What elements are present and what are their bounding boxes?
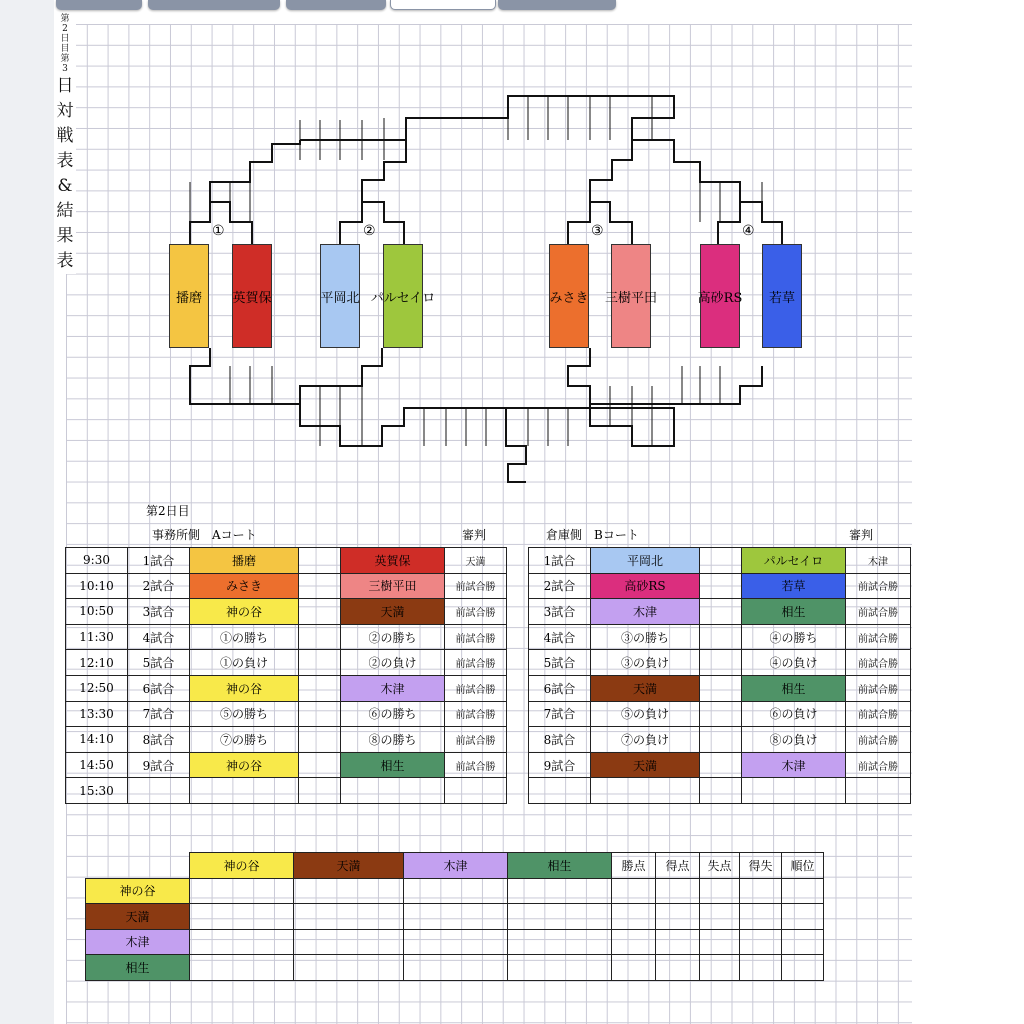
schedule-cell: 前試合勝 — [846, 727, 911, 753]
team-name: 若草 — [768, 290, 795, 306]
schedule-cell: 前試合勝 — [445, 675, 507, 701]
league-result-cell — [294, 929, 404, 955]
schedule-cell: 9試合 — [529, 752, 591, 778]
schedule-cell: 前試合勝 — [445, 573, 507, 599]
table-row — [66, 599, 507, 625]
league-column-team: 木津 — [404, 853, 508, 879]
league-stat-header: 失点 — [700, 853, 740, 879]
schedule-cell: 平岡北 — [591, 548, 700, 574]
schedule-cell — [700, 675, 742, 701]
league-row-team: 相生 — [86, 955, 190, 981]
schedule-cell — [299, 752, 341, 778]
schedule-cell — [700, 573, 742, 599]
table-row — [529, 727, 911, 753]
schedule-cell — [299, 599, 341, 625]
schedule-cell: 6試合 — [529, 675, 591, 701]
team-name: 高砂RS — [697, 290, 743, 306]
schedule-cell: 前試合勝 — [846, 573, 911, 599]
court-a-schedule — [65, 547, 507, 804]
table-row — [66, 727, 507, 753]
bracket-line — [210, 140, 300, 202]
schedule-cell: 神の谷 — [190, 599, 299, 625]
schedule-cell: 若草 — [742, 573, 846, 599]
league-column-team: 相生 — [508, 853, 612, 879]
table-row — [529, 701, 911, 727]
schedule-cell — [341, 778, 445, 804]
schedule-cell: 天満 — [341, 599, 445, 625]
schedule-cell: 三樹平田 — [341, 573, 445, 599]
table-row — [529, 548, 911, 574]
team-box — [762, 244, 802, 348]
league-result-cell — [508, 929, 612, 955]
table-row — [66, 624, 507, 650]
court-b-schedule — [528, 547, 911, 804]
schedule-cell: みさき — [190, 573, 299, 599]
schedule-cell: 3試合 — [128, 599, 190, 625]
league-row — [86, 955, 824, 981]
schedule-cell — [299, 624, 341, 650]
schedule-cell: 7試合 — [529, 701, 591, 727]
schedule-cell — [299, 727, 341, 753]
schedule-cell: 天満 — [445, 548, 507, 574]
schedule-cell: 前試合勝 — [445, 599, 507, 625]
schedule-cell: ①の勝ち — [190, 624, 299, 650]
schedule-cell: 5試合 — [529, 650, 591, 676]
team-box — [320, 244, 360, 348]
league-result-cell — [508, 878, 612, 904]
schedule-cell: 2試合 — [128, 573, 190, 599]
schedule-cell: 8試合 — [128, 727, 190, 753]
league-result-cell — [404, 904, 508, 930]
schedule-cell: 12:50 — [66, 675, 128, 701]
schedule-cell: 9:30 — [66, 548, 128, 574]
league-result-cell — [782, 878, 824, 904]
schedule-cell: 相生 — [341, 752, 445, 778]
title-cut-char: 第 — [60, 14, 70, 24]
team-name: パルセイロ — [370, 290, 436, 306]
schedule-cell: 前試合勝 — [846, 650, 911, 676]
corner-cell — [86, 853, 190, 879]
schedule-cell — [591, 778, 700, 804]
league-result-cell — [508, 955, 612, 981]
schedule-cell: 神の谷 — [190, 752, 299, 778]
league-result-cell — [508, 904, 612, 930]
schedule-cell — [700, 701, 742, 727]
league-result-cell — [612, 955, 656, 981]
league-result-cell — [700, 878, 740, 904]
table-row — [66, 675, 507, 701]
league-row-team: 神の谷 — [86, 878, 190, 904]
schedule-cell: 13:30 — [66, 701, 128, 727]
bracket-line — [632, 140, 740, 202]
league-result-cell — [700, 955, 740, 981]
table-row — [529, 650, 911, 676]
table-row — [66, 548, 507, 574]
league-result-cell — [612, 904, 656, 930]
league-result-cell — [782, 955, 824, 981]
league-stat-header: 勝点 — [612, 853, 656, 879]
schedule-cell: 天満 — [591, 675, 700, 701]
court-a-referee-header: 審判 — [462, 528, 487, 542]
schedule-cell: ⑦の勝ち — [190, 727, 299, 753]
league-result-cell — [740, 955, 782, 981]
league-row — [86, 929, 824, 955]
schedule-cell: ②の勝ち — [341, 624, 445, 650]
schedule-cell — [700, 752, 742, 778]
court-b-label: 倉庫側 Bコート — [546, 528, 639, 542]
schedule-cell — [299, 573, 341, 599]
table-row — [529, 573, 911, 599]
table-row — [66, 778, 507, 804]
schedule-cell: 7試合 — [128, 701, 190, 727]
schedule-cell: 3試合 — [529, 599, 591, 625]
match-number-2: ② — [363, 223, 376, 239]
bracket-line — [590, 140, 632, 202]
day-label: 第2日目 — [146, 504, 190, 518]
schedule-cell: ⑤の負け — [591, 701, 700, 727]
schedule-cell — [299, 650, 341, 676]
schedule-cell: 前試合勝 — [445, 752, 507, 778]
title-cut-char: 目 — [60, 44, 70, 54]
bracket-line — [300, 404, 506, 446]
team-box — [697, 244, 743, 348]
table-row — [529, 624, 911, 650]
court-a-label: 事務所側 Aコート — [152, 528, 257, 542]
table-row — [529, 675, 911, 701]
schedule-cell: 5試合 — [128, 650, 190, 676]
schedule-cell: 前試合勝 — [846, 701, 911, 727]
court-b-referee-header: 審判 — [849, 528, 874, 542]
table-row — [66, 701, 507, 727]
schedule-cell — [299, 548, 341, 574]
table-row — [66, 752, 507, 778]
schedule-cell — [700, 727, 742, 753]
team-box — [232, 244, 272, 348]
schedule-cell: ②の負け — [341, 650, 445, 676]
table-row — [529, 778, 911, 804]
schedule-cell: 相生 — [742, 675, 846, 701]
match-number-4: ④ — [742, 223, 755, 239]
schedule-cell: 前試合勝 — [445, 650, 507, 676]
schedule-cell: 15:30 — [66, 778, 128, 804]
schedule-cell: 12:10 — [66, 650, 128, 676]
schedule-cell — [700, 650, 742, 676]
league-row-team: 木津 — [86, 929, 190, 955]
league-result-cell — [404, 878, 508, 904]
schedule-cell — [299, 675, 341, 701]
schedule-cell: 英賀保 — [341, 548, 445, 574]
league-stat-header: 得点 — [656, 853, 700, 879]
league-result-cell — [656, 878, 700, 904]
team-box — [549, 244, 589, 348]
league-result-cell — [656, 904, 700, 930]
title-char: 結 — [56, 201, 74, 221]
schedule-cell: 6試合 — [128, 675, 190, 701]
table-row — [529, 599, 911, 625]
schedule-cell: 9試合 — [128, 752, 190, 778]
match-number-3: ③ — [591, 223, 604, 239]
schedule-cell: 木津 — [591, 599, 700, 625]
title-cut-char: 3 — [62, 64, 68, 74]
schedule-cell: 前試合勝 — [445, 727, 507, 753]
schedule-cell: 神の谷 — [190, 675, 299, 701]
bracket-line — [628, 96, 674, 140]
title-char: & — [57, 176, 73, 196]
league-header-row — [86, 853, 824, 879]
league-result-cell — [740, 878, 782, 904]
league-row — [86, 904, 824, 930]
schedule-cell: ③の負け — [591, 650, 700, 676]
bracket-line — [190, 348, 382, 404]
league-row — [86, 878, 824, 904]
team-box — [169, 244, 209, 348]
league-stat-header: 得失 — [740, 853, 782, 879]
league-column-team: 神の谷 — [190, 853, 294, 879]
league-result-cell — [404, 955, 508, 981]
schedule-cell — [128, 778, 190, 804]
league-result-cell — [190, 904, 294, 930]
team-name: 英賀保 — [232, 290, 272, 306]
league-result-cell — [612, 929, 656, 955]
schedule-cell: ①の負け — [190, 650, 299, 676]
bracket-line — [568, 348, 762, 404]
league-result-cell — [404, 929, 508, 955]
schedule-cell: 相生 — [742, 599, 846, 625]
title-cut-char: 日 — [60, 34, 70, 44]
schedule-cell: ④の負け — [742, 650, 846, 676]
league-result-cell — [190, 929, 294, 955]
title-char: 表 — [56, 151, 74, 171]
schedule-cell: ⑧の負け — [742, 727, 846, 753]
schedule-cell: 10:50 — [66, 599, 128, 625]
schedule-cell: 木津 — [742, 752, 846, 778]
schedule-cell — [742, 778, 846, 804]
table-row — [529, 752, 911, 778]
schedule-cell: 4試合 — [529, 624, 591, 650]
bracket-line — [506, 404, 674, 482]
league-result-cell — [294, 955, 404, 981]
league-stat-header: 順位 — [782, 853, 824, 879]
league-result-cell — [740, 904, 782, 930]
schedule-cell: 木津 — [846, 548, 911, 574]
schedule-cell — [700, 548, 742, 574]
title-char: 戦 — [56, 126, 74, 146]
schedule-cell — [700, 778, 742, 804]
schedule-cell: 14:50 — [66, 752, 128, 778]
league-result-cell — [656, 955, 700, 981]
schedule-cell: 前試合勝 — [846, 624, 911, 650]
schedule-cell: ③の勝ち — [591, 624, 700, 650]
team-name: 平岡北 — [320, 290, 360, 306]
league-result-cell — [700, 904, 740, 930]
league-result-cell — [782, 904, 824, 930]
title-cut-char: 第 — [60, 54, 70, 64]
schedule-cell: 前試合勝 — [846, 599, 911, 625]
schedule-cell — [299, 778, 341, 804]
bracket-line — [300, 96, 628, 140]
schedule-cell: 木津 — [341, 675, 445, 701]
table-row — [66, 650, 507, 676]
schedule-cell: 1試合 — [529, 548, 591, 574]
table-row — [66, 573, 507, 599]
schedule-cell: 前試合勝 — [846, 675, 911, 701]
schedule-cell: 14:10 — [66, 727, 128, 753]
league-result-cell — [656, 929, 700, 955]
tournament-bracket — [0, 0, 1024, 500]
schedule-cell: ⑥の勝ち — [341, 701, 445, 727]
league-result-table — [85, 852, 824, 981]
schedule-cell — [299, 701, 341, 727]
schedule-cell: ⑦の負け — [591, 727, 700, 753]
schedule-cell: ⑧の勝ち — [341, 727, 445, 753]
team-box — [370, 244, 436, 348]
title-char: 果 — [56, 226, 74, 246]
schedule-cell: 1試合 — [128, 548, 190, 574]
schedule-cell: 高砂RS — [591, 573, 700, 599]
team-box — [605, 244, 658, 348]
title-char: 日 — [56, 76, 74, 96]
league-result-cell — [700, 929, 740, 955]
schedule-cell — [190, 778, 299, 804]
title-cut-char: 2 — [62, 24, 68, 34]
schedule-cell: ⑤の勝ち — [190, 701, 299, 727]
schedule-cell: ④の勝ち — [742, 624, 846, 650]
league-result-cell — [740, 929, 782, 955]
schedule-cell: 播磨 — [190, 548, 299, 574]
schedule-cell: 11:30 — [66, 624, 128, 650]
schedule-cell: 前試合勝 — [445, 624, 507, 650]
schedule-cell — [846, 778, 911, 804]
league-result-cell — [612, 878, 656, 904]
team-name: 播磨 — [175, 290, 202, 306]
league-column-team: 天満 — [294, 853, 404, 879]
schedule-cell: 10:10 — [66, 573, 128, 599]
schedule-cell: ⑥の負け — [742, 701, 846, 727]
title-char: 対 — [56, 101, 74, 121]
schedule-cell: 前試合勝 — [846, 752, 911, 778]
league-result-cell — [782, 929, 824, 955]
schedule-cell — [700, 624, 742, 650]
league-result-cell — [190, 878, 294, 904]
team-name: 三樹平田 — [605, 290, 658, 306]
schedule-cell: 前試合勝 — [445, 701, 507, 727]
schedule-cell: 8試合 — [529, 727, 591, 753]
league-result-cell — [294, 878, 404, 904]
title-char: 表 — [56, 251, 74, 271]
schedule-cell: 4試合 — [128, 624, 190, 650]
schedule-cell: パルセイロ — [742, 548, 846, 574]
league-result-cell — [190, 955, 294, 981]
team-name: みさき — [549, 290, 589, 306]
match-number-1: ① — [212, 223, 225, 239]
schedule-cell — [700, 599, 742, 625]
schedule-cell — [529, 778, 591, 804]
schedule-cell: 2試合 — [529, 573, 591, 599]
schedule-cell: 天満 — [591, 752, 700, 778]
league-result-cell — [294, 904, 404, 930]
schedule-cell — [445, 778, 507, 804]
league-row-team: 天満 — [86, 904, 190, 930]
